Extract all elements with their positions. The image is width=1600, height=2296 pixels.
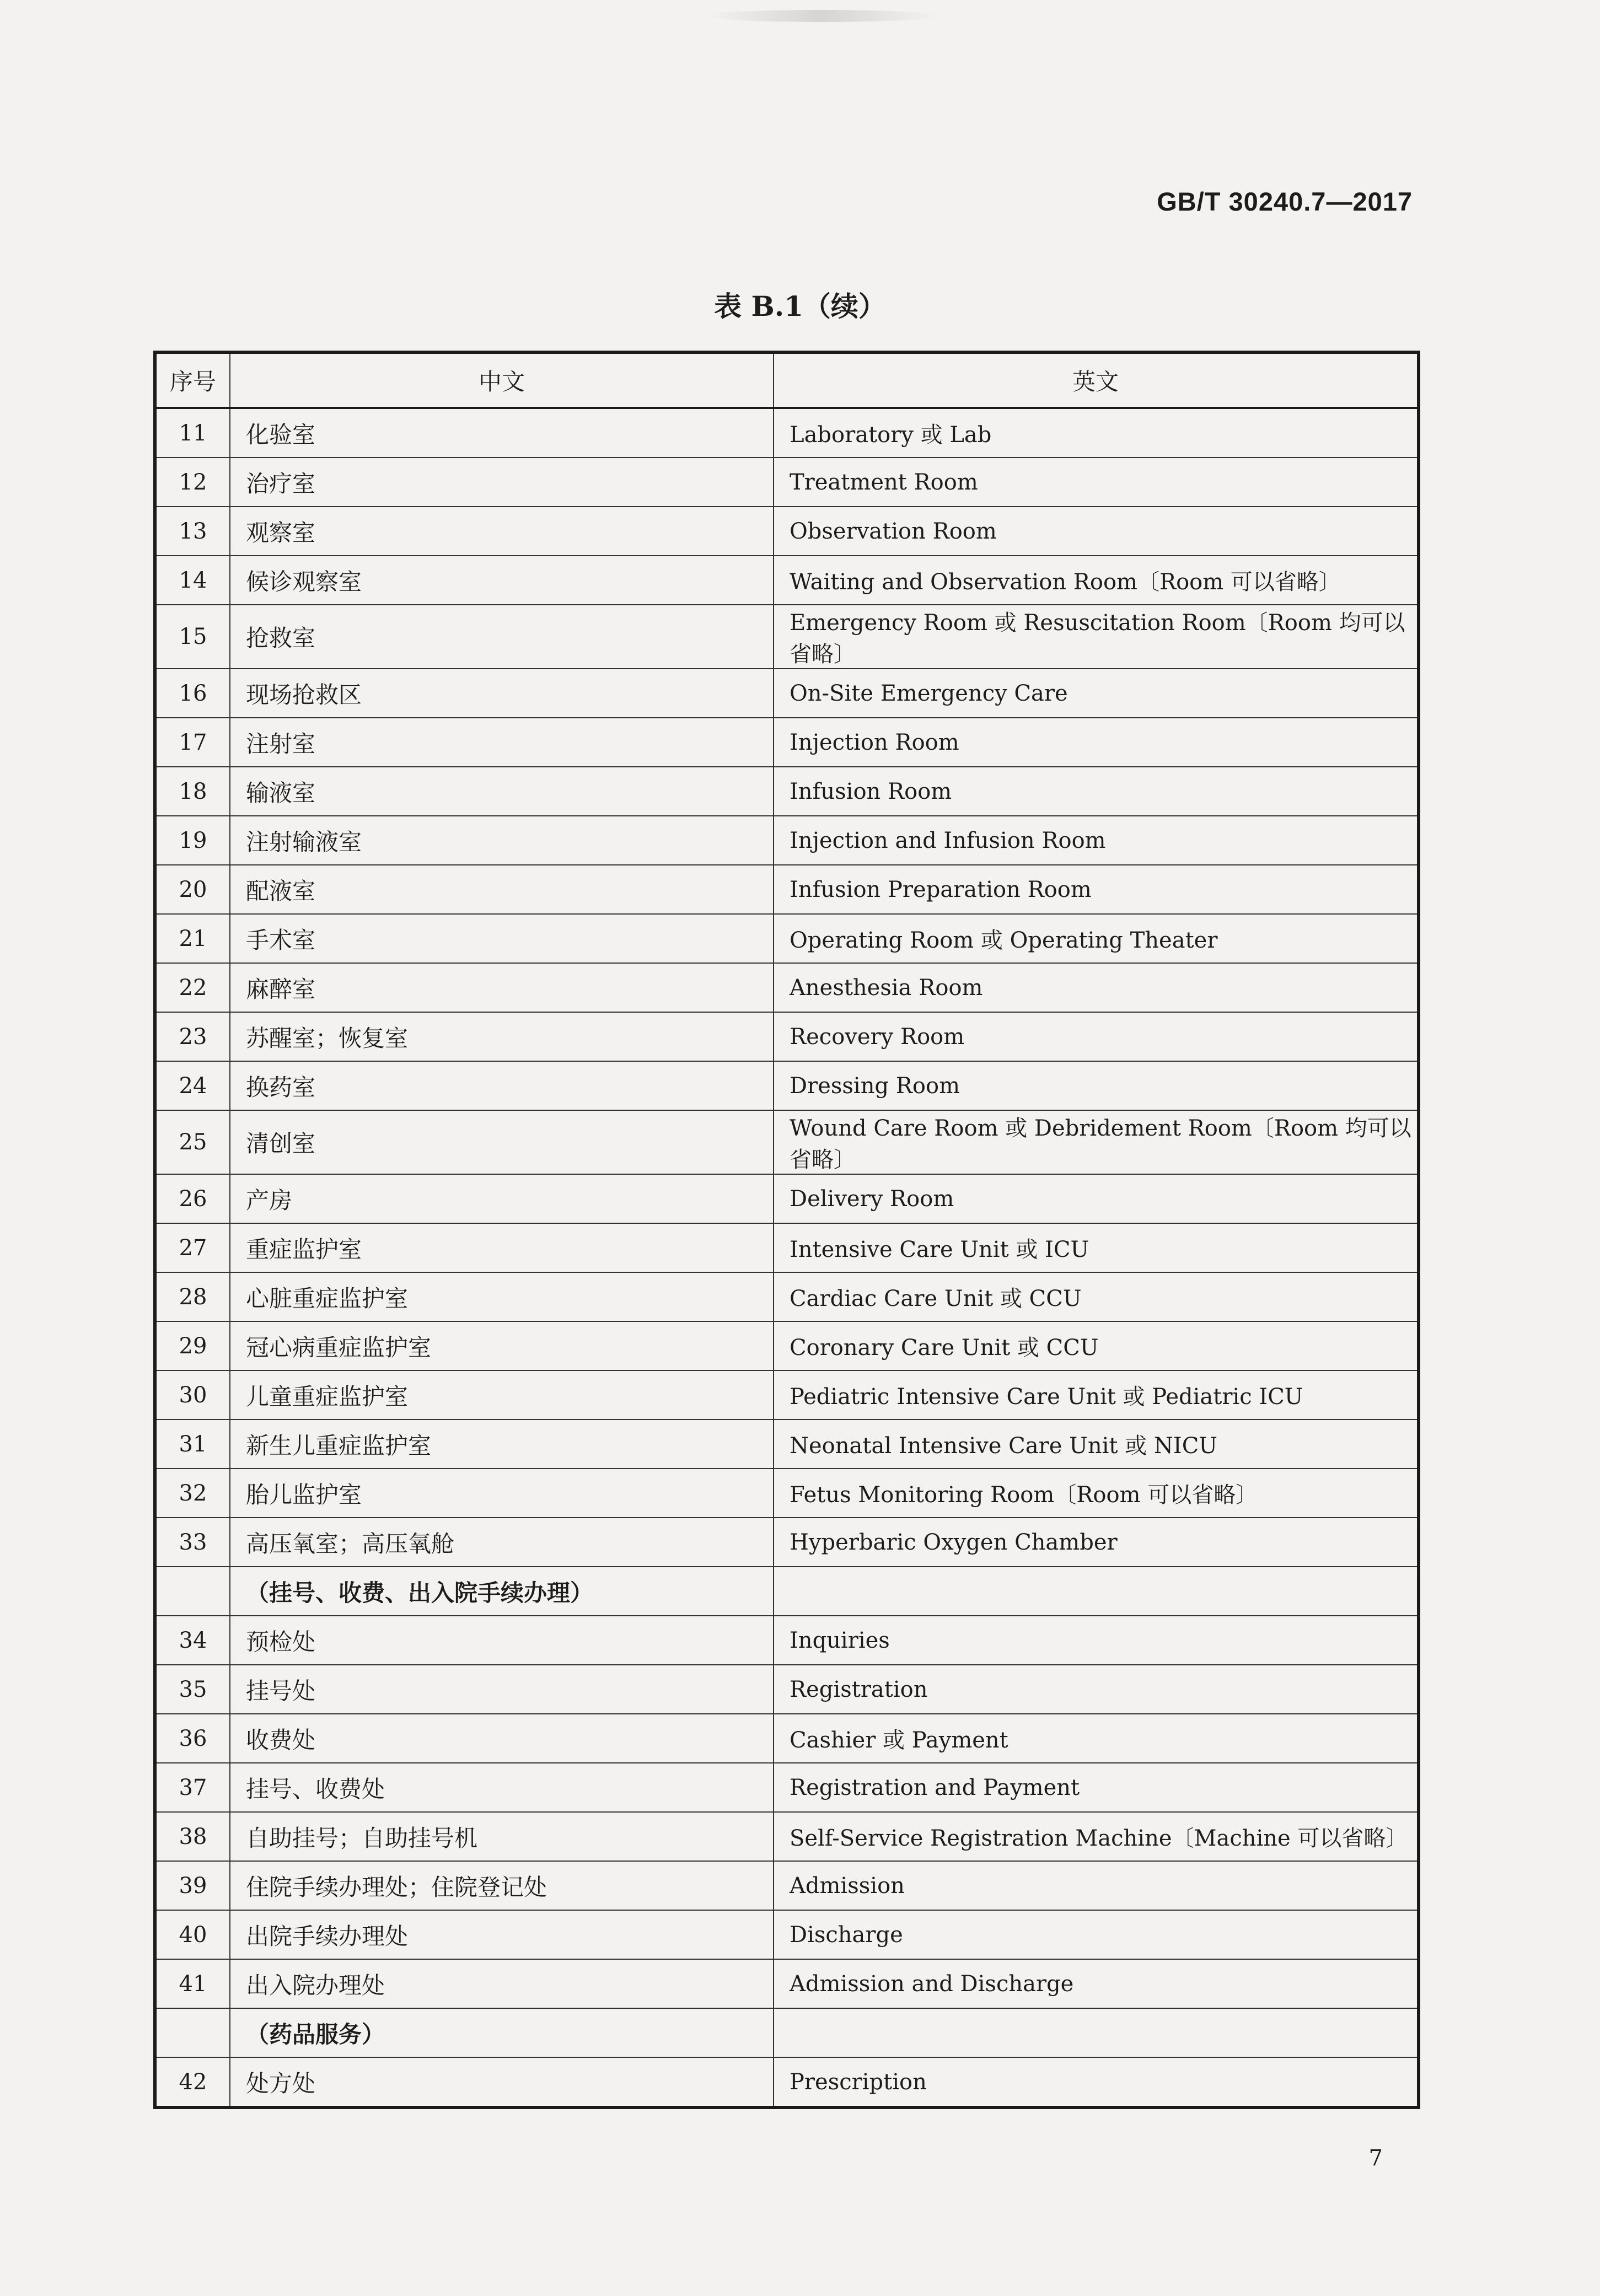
cell-zh: 自助挂号；自助挂号机 [230, 1812, 774, 1861]
cell-num: 31 [155, 1419, 230, 1469]
cell-num: 36 [155, 1714, 230, 1763]
cell-zh: 治疗室 [230, 458, 774, 507]
cell-num: 22 [155, 963, 230, 1012]
table-row [155, 1959, 1419, 2008]
table-row [155, 963, 1419, 1012]
cell-en [774, 2008, 1419, 2057]
cell-en: Recovery Room [774, 1012, 1419, 1061]
cell-num: 26 [155, 1174, 230, 1223]
cell-en: Admission [774, 1861, 1419, 1910]
table-row [155, 865, 1419, 914]
cell-num: 34 [155, 1616, 230, 1665]
cell-zh: 抢救室 [230, 605, 774, 669]
cell-num: 39 [155, 1861, 230, 1910]
table-row [155, 1665, 1419, 1714]
cell-zh: 手术室 [230, 914, 774, 963]
cell-zh: 预检处 [230, 1616, 774, 1665]
cell-num: 40 [155, 1910, 230, 1959]
cell-num: 18 [155, 767, 230, 816]
cell-num: 28 [155, 1272, 230, 1321]
table-row [155, 556, 1419, 605]
table-row [155, 1469, 1419, 1518]
cell-num: 27 [155, 1223, 230, 1272]
cell-en: Waiting and Observation Room〔Room 可以省略〕 [774, 556, 1419, 605]
cell-num [155, 2008, 230, 2057]
cell-en: Delivery Room [774, 1174, 1419, 1223]
cell-num: 14 [155, 556, 230, 605]
standard-code: GB/T 30240.7—2017 [1157, 187, 1413, 216]
cell-zh: 注射室 [230, 718, 774, 767]
cell-zh: 输液室 [230, 767, 774, 816]
cell-zh: 心脏重症监护室 [230, 1272, 774, 1321]
cell-en: Operating Room 或 Operating Theater [774, 914, 1419, 963]
cell-en: Fetus Monitoring Room〔Room 可以省略〕 [774, 1469, 1419, 1518]
cell-zh: 注射输液室 [230, 816, 774, 865]
table-row [155, 1110, 1419, 1174]
cell-en: Coronary Care Unit 或 CCU [774, 1321, 1419, 1370]
table-row [155, 1616, 1419, 1665]
cell-en: Treatment Room [774, 458, 1419, 507]
cell-en: Observation Room [774, 507, 1419, 556]
cell-zh: 换药室 [230, 1061, 774, 1110]
cell-num [155, 1567, 230, 1616]
table-title: 表 B.1（续） [714, 290, 886, 322]
cell-en: Hyperbaric Oxygen Chamber [774, 1518, 1419, 1567]
cell-num: 23 [155, 1012, 230, 1061]
cell-zh: 儿童重症监护室 [230, 1370, 774, 1419]
cell-en: Emergency Room 或 Resuscitation Room〔Room 均可以省略〕 [774, 605, 1419, 669]
cell-en: Discharge [774, 1910, 1419, 1959]
table-row [155, 1910, 1419, 1959]
cell-zh: 出院手续办理处 [230, 1910, 774, 1959]
scan-smudge [706, 10, 937, 22]
header-zh: 中文 [230, 352, 774, 408]
cell-en [774, 1567, 1419, 1616]
table-row [155, 669, 1419, 718]
cell-en: On-Site Emergency Care [774, 669, 1419, 718]
cell-en: Anesthesia Room [774, 963, 1419, 1012]
cell-zh: （挂号、收费、出入院手续办理） [230, 1567, 774, 1616]
cell-num: 17 [155, 718, 230, 767]
cell-en: Injection Room [774, 718, 1419, 767]
table-row [155, 816, 1419, 865]
table-row [155, 1174, 1419, 1223]
cell-en: Cardiac Care Unit 或 CCU [774, 1272, 1419, 1321]
cell-num: 35 [155, 1665, 230, 1714]
table-row [155, 1223, 1419, 1272]
table-row [155, 408, 1419, 458]
table-row [155, 1321, 1419, 1370]
table-row [155, 2057, 1419, 2107]
cell-en: Infusion Room [774, 767, 1419, 816]
cell-zh: 配液室 [230, 865, 774, 914]
cell-zh: 化验室 [230, 408, 774, 458]
cell-num: 21 [155, 914, 230, 963]
cell-num: 13 [155, 507, 230, 556]
cell-en: Laboratory 或 Lab [774, 408, 1419, 458]
table-row [155, 767, 1419, 816]
cell-zh: 观察室 [230, 507, 774, 556]
cell-zh: （药品服务） [230, 2008, 774, 2057]
cell-zh: 挂号、收费处 [230, 1763, 774, 1812]
cell-zh: 高压氧室；高压氧舱 [230, 1518, 774, 1567]
cell-en: Neonatal Intensive Care Unit 或 NICU [774, 1419, 1419, 1469]
cell-en: Cashier 或 Payment [774, 1714, 1419, 1763]
table-row [155, 1272, 1419, 1321]
table-row [155, 1714, 1419, 1763]
cell-en: Wound Care Room 或 Debridement Room〔Room 均可以省略〕 [774, 1110, 1419, 1174]
cell-zh: 清创室 [230, 1110, 774, 1174]
cell-zh: 住院手续办理处；住院登记处 [230, 1861, 774, 1910]
table-row [155, 1812, 1419, 1861]
cell-en: Intensive Care Unit 或 ICU [774, 1223, 1419, 1272]
section-row [155, 2008, 1419, 2057]
cell-num: 30 [155, 1370, 230, 1419]
cell-en: Self-Service Registration Machine〔Machine 可以省略〕 [774, 1812, 1419, 1861]
cell-zh: 胎儿监护室 [230, 1469, 774, 1518]
cell-num: 42 [155, 2057, 230, 2107]
cell-en: Pediatric Intensive Care Unit 或 Pediatric ICU [774, 1370, 1419, 1419]
cell-zh: 重症监护室 [230, 1223, 774, 1272]
cell-num: 24 [155, 1061, 230, 1110]
table-header-row [155, 352, 1419, 408]
cell-zh: 冠心病重症监护室 [230, 1321, 774, 1370]
table-row [155, 507, 1419, 556]
cell-en: Prescription [774, 2057, 1419, 2107]
cell-num: 20 [155, 865, 230, 914]
table-row [155, 1419, 1419, 1469]
cell-num: 11 [155, 408, 230, 458]
table-row [155, 1763, 1419, 1812]
table-row [155, 1061, 1419, 1110]
cell-num: 33 [155, 1518, 230, 1567]
cell-en: Infusion Preparation Room [774, 865, 1419, 914]
cell-zh: 候诊观察室 [230, 556, 774, 605]
cell-zh: 新生儿重症监护室 [230, 1419, 774, 1469]
cell-num: 15 [155, 605, 230, 669]
cell-en: Registration [774, 1665, 1419, 1714]
cell-en: Admission and Discharge [774, 1959, 1419, 2008]
cell-zh: 苏醒室；恢复室 [230, 1012, 774, 1061]
cell-num: 38 [155, 1812, 230, 1861]
cell-en: Inquiries [774, 1616, 1419, 1665]
cell-num: 12 [155, 458, 230, 507]
section-row [155, 1567, 1419, 1616]
cell-en: Injection and Infusion Room [774, 816, 1419, 865]
cell-num: 25 [155, 1110, 230, 1174]
header-num: 序号 [155, 352, 230, 408]
cell-num: 19 [155, 816, 230, 865]
table-row [155, 718, 1419, 767]
table-row [155, 458, 1419, 507]
table-row [155, 1861, 1419, 1910]
cell-num: 41 [155, 1959, 230, 2008]
cell-num: 37 [155, 1763, 230, 1812]
table-row [155, 605, 1419, 669]
cell-zh: 处方处 [230, 2057, 774, 2107]
cell-zh: 收费处 [230, 1714, 774, 1763]
table-row [155, 1518, 1419, 1567]
table-row [155, 1370, 1419, 1419]
table-body [155, 408, 1419, 2107]
header-en: 英文 [774, 352, 1419, 408]
terminology-table [153, 351, 1420, 2109]
cell-zh: 麻醉室 [230, 963, 774, 1012]
page-number: 7 [1368, 2146, 1383, 2171]
cell-zh: 出入院办理处 [230, 1959, 774, 2008]
cell-zh: 挂号处 [230, 1665, 774, 1714]
cell-zh: 产房 [230, 1174, 774, 1223]
cell-en: Registration and Payment [774, 1763, 1419, 1812]
cell-num: 32 [155, 1469, 230, 1518]
table-row [155, 914, 1419, 963]
cell-en: Dressing Room [774, 1061, 1419, 1110]
table-row [155, 1012, 1419, 1061]
cell-num: 29 [155, 1321, 230, 1370]
cell-zh: 现场抢救区 [230, 669, 774, 718]
cell-num: 16 [155, 669, 230, 718]
